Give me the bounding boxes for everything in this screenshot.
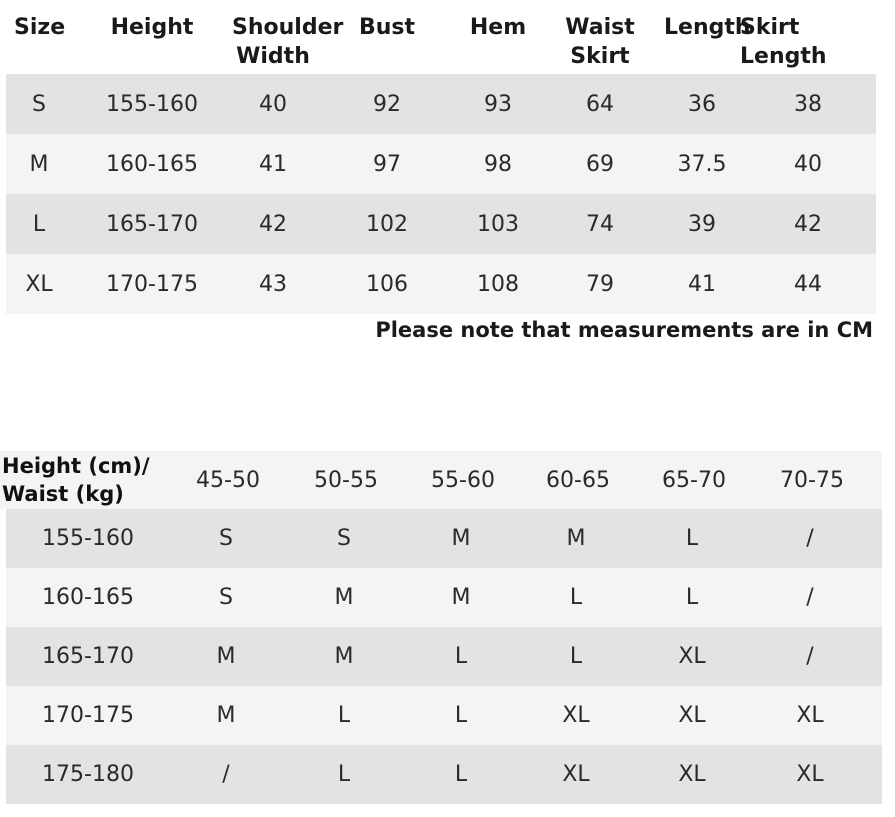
height-cell: 155-160 bbox=[106, 91, 198, 117]
shoulder-cell: 41 bbox=[259, 151, 287, 177]
bust-cell: 92 bbox=[373, 91, 401, 117]
shoulder-cell: 43 bbox=[259, 271, 287, 297]
shoulder-cell: 42 bbox=[259, 211, 287, 237]
fit-table-corner-label: Height (cm)/ Waist (kg) bbox=[2, 454, 150, 506]
fit-size-cell: XL bbox=[562, 762, 590, 787]
shoulder-cell: 40 bbox=[259, 91, 287, 117]
fit-size-cell: XL bbox=[678, 762, 706, 787]
header-height: Height bbox=[110, 15, 194, 40]
bust-cell: 106 bbox=[366, 271, 408, 297]
skirt-length-cell: 42 bbox=[794, 211, 822, 237]
header-length: Length bbox=[664, 15, 751, 40]
weight-column-header: 65-70 bbox=[662, 467, 726, 493]
fit-size-cell: M bbox=[216, 703, 236, 728]
height-cell: 165-170 bbox=[106, 211, 198, 237]
skirt-length-cell: 44 bbox=[794, 271, 822, 297]
fit-size-cell: M bbox=[334, 644, 354, 669]
table-row bbox=[6, 686, 882, 745]
size-fit-table bbox=[0, 451, 882, 804]
fit-size-cell: XL bbox=[796, 762, 824, 787]
length-cell: 36 bbox=[688, 91, 716, 117]
weight-column-header: 45-50 bbox=[196, 467, 260, 493]
length-cell: 41 bbox=[688, 271, 716, 297]
size-cell: M bbox=[29, 151, 49, 177]
weight-column-header: 60-65 bbox=[546, 467, 610, 493]
table-row bbox=[6, 194, 876, 254]
height-range-cell: 170-175 bbox=[42, 703, 134, 728]
waist-skirt-cell: 69 bbox=[586, 151, 614, 177]
fit-size-cell: XL bbox=[562, 703, 590, 728]
fit-size-cell: L bbox=[454, 703, 468, 728]
header-waist-skirt: Waist Skirt bbox=[565, 15, 635, 69]
table-row bbox=[6, 509, 882, 568]
size-table-header bbox=[6, 0, 876, 74]
size-cell: XL bbox=[25, 271, 53, 297]
fit-size-cell: M bbox=[216, 644, 236, 669]
height-cell: 160-165 bbox=[106, 151, 198, 177]
fit-size-cell: S bbox=[219, 585, 233, 610]
weight-column-header: 50-55 bbox=[314, 467, 378, 493]
fit-size-cell: / bbox=[806, 644, 814, 669]
fit-size-cell: / bbox=[806, 526, 814, 551]
header-bust: Bust bbox=[358, 15, 416, 40]
fit-table-header bbox=[0, 451, 882, 509]
header-shoulder-width: Shoulder Width bbox=[232, 15, 344, 69]
bust-cell: 102 bbox=[366, 211, 408, 237]
fit-size-cell: L bbox=[454, 762, 468, 787]
hem-cell: 103 bbox=[477, 211, 519, 237]
table-row bbox=[6, 134, 876, 194]
fit-size-cell: / bbox=[222, 762, 230, 787]
fit-size-cell: M bbox=[566, 526, 586, 551]
fit-size-cell: L bbox=[685, 526, 699, 551]
fit-size-cell: XL bbox=[678, 644, 706, 669]
waist-skirt-cell: 64 bbox=[586, 91, 614, 117]
fit-size-cell: L bbox=[337, 703, 351, 728]
skirt-length-cell: 38 bbox=[794, 91, 822, 117]
waist-skirt-cell: 79 bbox=[586, 271, 614, 297]
hem-cell: 93 bbox=[484, 91, 512, 117]
fit-size-cell: L bbox=[569, 585, 583, 610]
fit-size-cell: L bbox=[454, 644, 468, 669]
size-cell: L bbox=[32, 211, 46, 237]
height-range-cell: 160-165 bbox=[42, 585, 134, 610]
skirt-length-cell: 40 bbox=[794, 151, 822, 177]
hem-cell: 108 bbox=[477, 271, 519, 297]
fit-size-cell: M bbox=[451, 526, 471, 551]
fit-size-cell: L bbox=[685, 585, 699, 610]
fit-size-cell: XL bbox=[678, 703, 706, 728]
fit-size-cell: L bbox=[337, 762, 351, 787]
header-skirt-length: Skirt Length bbox=[740, 15, 827, 69]
height-range-cell: 165-170 bbox=[42, 644, 134, 669]
fit-size-cell: S bbox=[219, 526, 233, 551]
fit-size-cell: M bbox=[334, 585, 354, 610]
table-row bbox=[6, 568, 882, 627]
header-hem: Hem bbox=[469, 15, 527, 40]
height-cell: 170-175 bbox=[106, 271, 198, 297]
fit-size-cell: / bbox=[806, 585, 814, 610]
fit-size-cell: M bbox=[451, 585, 471, 610]
weight-column-header: 55-60 bbox=[431, 467, 495, 493]
hem-cell: 98 bbox=[484, 151, 512, 177]
header-size: Size bbox=[14, 15, 66, 40]
table-row bbox=[6, 745, 882, 804]
table-row bbox=[6, 254, 876, 314]
size-measurement-table bbox=[6, 0, 876, 314]
measurement-unit-note: Please note that measurements are in CM bbox=[375, 318, 873, 342]
height-range-cell: 175-180 bbox=[42, 762, 134, 787]
bust-cell: 97 bbox=[373, 151, 401, 177]
weight-column-header: 70-75 bbox=[780, 467, 844, 493]
length-cell: 37.5 bbox=[677, 151, 727, 177]
fit-size-cell: S bbox=[337, 526, 351, 551]
length-cell: 39 bbox=[688, 211, 716, 237]
table-row bbox=[6, 74, 876, 134]
size-cell: S bbox=[32, 91, 46, 117]
height-range-cell: 155-160 bbox=[42, 526, 134, 551]
table-row bbox=[6, 627, 882, 686]
waist-skirt-cell: 74 bbox=[586, 211, 614, 237]
fit-size-cell: L bbox=[569, 644, 583, 669]
fit-size-cell: XL bbox=[796, 703, 824, 728]
